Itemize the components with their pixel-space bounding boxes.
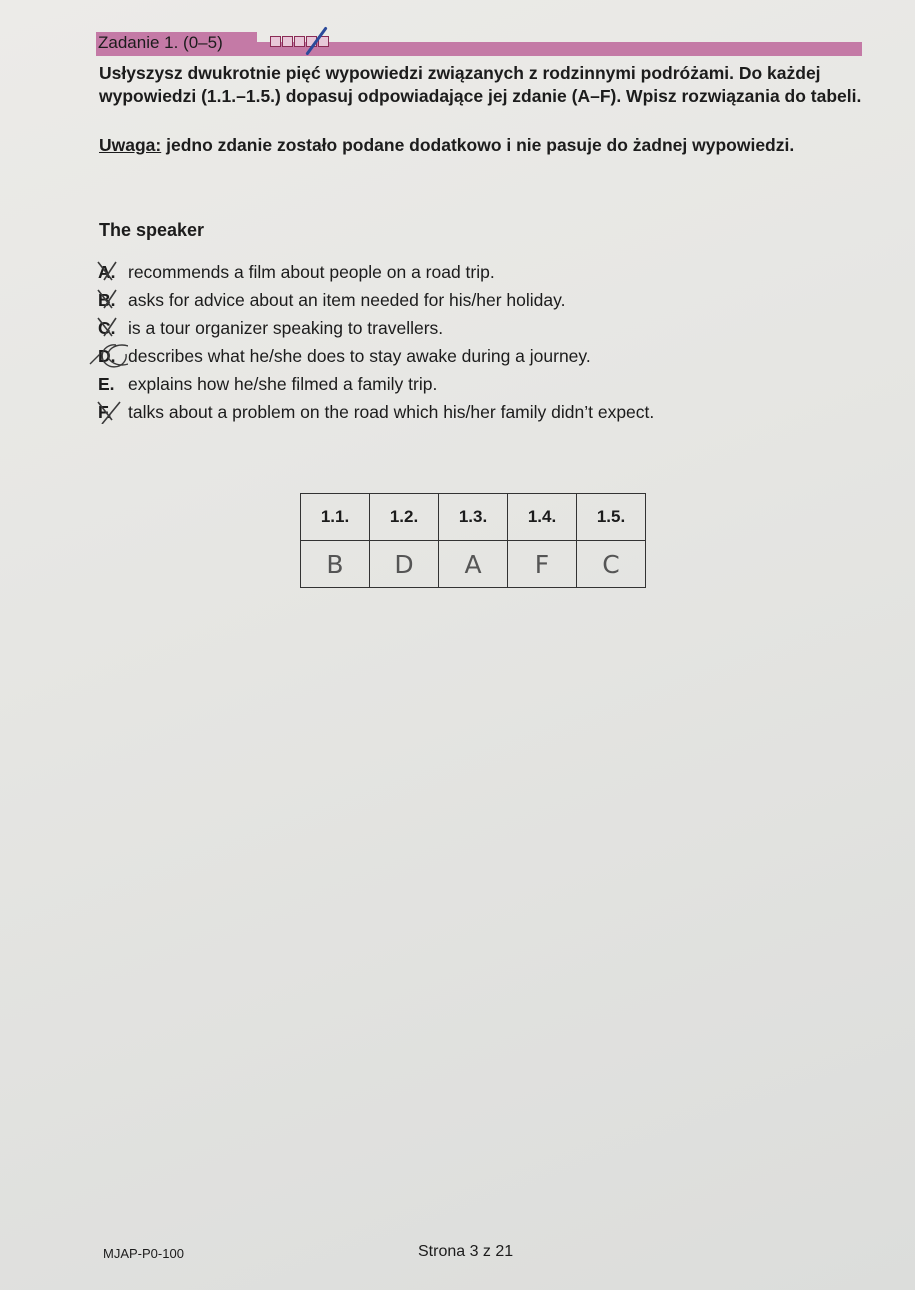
option-letter: E. <box>98 374 115 394</box>
option-text: is a tour organizer speaking to travellers. <box>128 318 444 338</box>
option-c <box>98 316 654 344</box>
answer-table-header: 1.5. <box>577 494 646 541</box>
option-a <box>98 260 654 288</box>
option-text: recommends a film about people on a road trip. <box>128 262 495 282</box>
option-letter: B. <box>98 290 116 310</box>
option-text: asks for advice about an item needed for his/her holiday. <box>128 290 566 310</box>
score-box <box>294 36 305 47</box>
option-e <box>98 372 654 400</box>
option-text: describes what he/she does to stay awake during a journey. <box>128 346 591 366</box>
score-box <box>282 36 293 47</box>
task-note <box>99 134 869 156</box>
note-text: jedno zdanie zostało podane dodatkowo i nie pasuje do żadnej wypowiedzi. <box>161 135 795 155</box>
answer-cell[interactable]: F <box>508 541 577 588</box>
task-title: Zadanie 1. (0–5) <box>96 32 257 54</box>
exam-code: MJAP-P0-100 <box>103 1246 184 1261</box>
answer-cell[interactable]: C <box>577 541 646 588</box>
score-box <box>270 36 281 47</box>
options-list <box>98 260 654 428</box>
answer-table-header-row <box>301 494 646 541</box>
option-text: explains how he/she filmed a family trip. <box>128 374 438 394</box>
note-label: Uwaga: <box>99 135 162 155</box>
answer-cell[interactable]: A <box>439 541 508 588</box>
option-letter: C. <box>98 318 116 338</box>
answer-table-header: 1.4. <box>508 494 577 541</box>
option-text: talks about a problem on the road which his/her family didn’t expect. <box>128 402 655 422</box>
page-number: Strona 3 z 21 <box>418 1243 514 1260</box>
option-d <box>98 344 654 372</box>
answer-table <box>300 493 646 588</box>
option-letter: F. <box>98 402 112 422</box>
option-letter: A. <box>98 262 116 282</box>
task-instruction: Usłyszysz dwukrotnie pięć wypowiedzi związanych z rodzinnymi podróżami. Do każdej wypowiedzi (1.1.–1.5.) dopasuj odpowiadające jej zdanie (A–F). Wpisz rozwiązania do tabeli. <box>99 63 862 106</box>
option-letter: D. <box>98 346 116 366</box>
speaker-heading: The speaker <box>99 220 205 240</box>
option-f <box>98 400 654 428</box>
option-b <box>98 288 654 316</box>
answer-cell[interactable]: B <box>301 541 370 588</box>
answer-cell[interactable]: D <box>370 541 439 588</box>
task-header <box>96 32 862 56</box>
answer-table-answer-row <box>301 541 646 588</box>
answer-table-header: 1.3. <box>439 494 508 541</box>
answer-table-header: 1.2. <box>370 494 439 541</box>
answer-table-header: 1.1. <box>301 494 370 541</box>
